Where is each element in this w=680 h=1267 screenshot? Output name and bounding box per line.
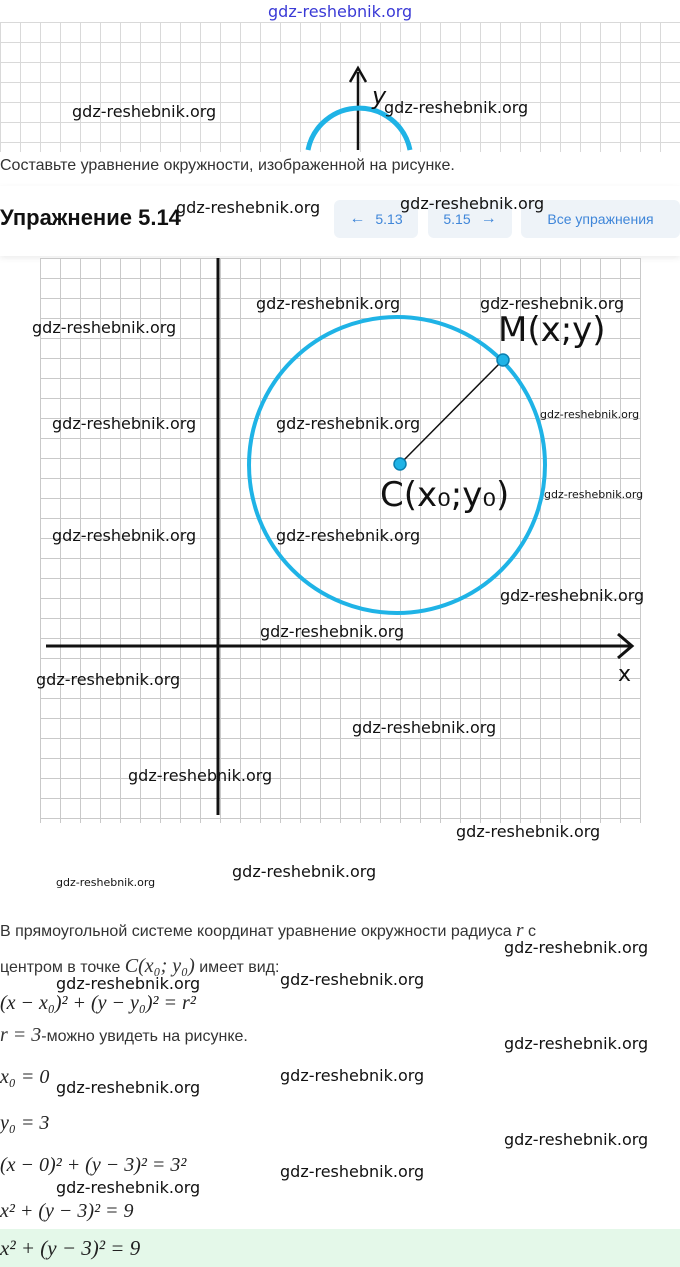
watermark: gdz-reshebnik.org [72, 102, 217, 121]
solution-intro-c: с [527, 923, 536, 940]
watermark: gdz-reshebnik.org [268, 2, 413, 21]
watermark: gdz-reshebnik.org [280, 1162, 425, 1181]
equation-step-1: (x − 0)² + (y − 3)² = 3² [0, 1154, 187, 1176]
general-equation: (x − x₀)² + (y − y₀)² = r² [0, 992, 196, 1014]
point-c-label: C(x₀;y₀) [380, 475, 510, 515]
watermark: gdz-reshebnik.org [384, 98, 529, 117]
watermark: gdz-reshebnik.org [36, 670, 181, 689]
next-exercise-label: 5.15 [443, 211, 471, 227]
watermark: gdz-reshebnik.org [260, 622, 405, 641]
equation-step-2: x² + (y − 3)² = 9 [0, 1200, 134, 1222]
center-point [394, 458, 406, 470]
watermark: gdz-reshebnik.org [52, 526, 197, 545]
watermark: gdz-reshebnik.org [280, 970, 425, 989]
solution-center-text: центром в точке [0, 959, 121, 976]
watermark: gdz-reshebnik.org [480, 294, 625, 313]
radius-math: r = 3 [0, 1024, 42, 1046]
solution-intro-r: r [516, 920, 524, 941]
watermark: gdz-reshebnik.org [56, 876, 156, 889]
watermark: gdz-reshebnik.org [544, 488, 644, 501]
watermark: gdz-reshebnik.org [32, 318, 177, 337]
arrow-left-icon: ← [349, 210, 366, 227]
solution-center-end: имеет вид: [199, 959, 280, 976]
top-y-label: y [372, 82, 387, 110]
x-axis-label: x [618, 662, 632, 687]
watermark: gdz-reshebnik.org [232, 862, 377, 881]
watermark: gdz-reshebnik.org [256, 294, 401, 313]
solution-center-math: C(x₀; y₀) [124, 955, 195, 977]
watermark: gdz-reshebnik.org [280, 1066, 425, 1085]
task-text: Составьте уравнение окружности, изображенной на рисунке. [0, 157, 455, 174]
radius-line [0, 1024, 248, 1047]
watermark: gdz-reshebnik.org [176, 198, 321, 217]
watermark: gdz-reshebnik.org [56, 1078, 201, 1097]
watermark: gdz-reshebnik.org [540, 408, 640, 421]
point-m-label: M(x;y) [498, 310, 606, 350]
watermark: gdz-reshebnik.org [456, 822, 601, 841]
watermark: gdz-reshebnik.org [128, 766, 273, 785]
exercise-title: Упражнение 5.14 [0, 205, 181, 230]
all-exercises-label: Все упражнения [547, 211, 654, 227]
radius-text: -можно увидеть на рисунке. [41, 1028, 248, 1045]
watermark: gdz-reshebnik.org [276, 526, 421, 545]
arrow-right-icon: → [480, 210, 497, 227]
watermark: gdz-reshebnik.org [504, 1130, 649, 1149]
watermark: gdz-reshebnik.org [500, 586, 645, 605]
radius-segment [400, 360, 503, 464]
y0-value: y₀ = 3 [0, 1112, 50, 1134]
watermark: gdz-reshebnik.org [504, 1034, 649, 1053]
watermark: gdz-reshebnik.org [400, 194, 545, 213]
watermark: gdz-reshebnik.org [352, 718, 497, 737]
solution-intro [0, 920, 536, 942]
watermark: gdz-reshebnik.org [504, 938, 649, 957]
watermark: gdz-reshebnik.org [276, 414, 421, 433]
solution-intro-text: В прямоугольной системе координат уравнение окружности радиуса [0, 923, 512, 940]
circle-point-m [497, 354, 509, 366]
watermark: gdz-reshebnik.org [52, 414, 197, 433]
x0-value: x₀ = 0 [0, 1066, 50, 1088]
answer-equation: x² + (y − 3)² = 9 [0, 1236, 141, 1260]
prev-exercise-label: 5.13 [375, 211, 403, 227]
watermark: gdz-reshebnik.org [56, 974, 201, 993]
watermark: gdz-reshebnik.org [56, 1178, 201, 1197]
